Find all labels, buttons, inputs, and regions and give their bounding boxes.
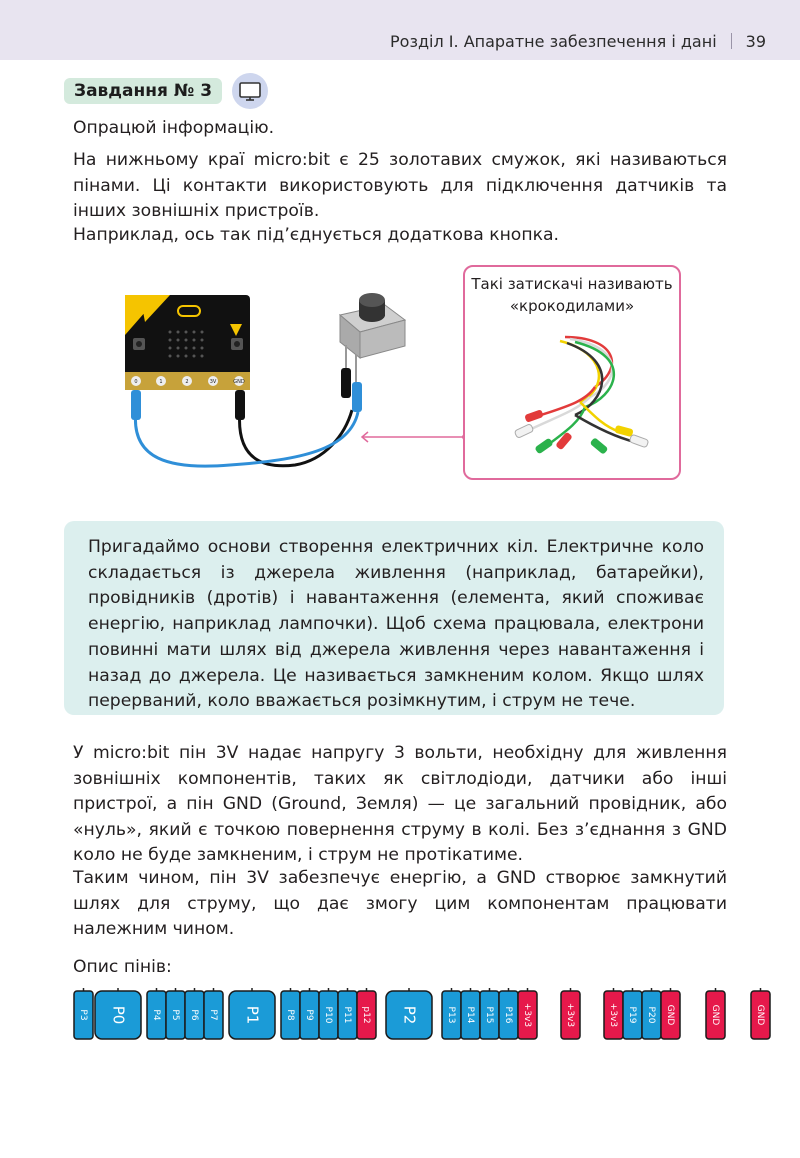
pin-3v3 (604, 988, 623, 1039)
pin-label: P0 (109, 1005, 128, 1025)
header-text (390, 32, 766, 51)
pin-3v3 (561, 988, 580, 1039)
pin-label: P13 (446, 1006, 456, 1024)
board-pin-label: 0 (134, 379, 138, 385)
pin-p9 (300, 988, 319, 1039)
pin-gnd (706, 988, 725, 1039)
pin-p13 (442, 988, 461, 1039)
pins-caption: Опис пінів: (73, 957, 172, 977)
pin-label: P15 (484, 1006, 494, 1024)
pin-p12 (357, 988, 376, 1039)
pin-label: P9 (304, 1009, 314, 1021)
pin-p11 (338, 988, 357, 1039)
computer-monitor-icon (232, 73, 268, 109)
clip-blue-button (352, 382, 362, 412)
pin-gnd (661, 988, 680, 1039)
pin-label: P8 (285, 1009, 295, 1021)
pin-label: P5 (170, 1009, 180, 1021)
blue-wire (135, 410, 358, 466)
task-badge: Завдання № 3 (64, 78, 222, 104)
board-pin-label: 3V (209, 379, 217, 385)
section-title: Розділ І. Апаратне забезпечення і дані (390, 32, 717, 51)
pin-p19 (623, 988, 642, 1039)
info-box-text: Пригадаймо основи створення електричних кіл. Електричне коло складається із джерела живлення (наприклад, батарейки), провідників (дротів) і навантаження (елемента, який споживає енергію, наприклад лампочки). Щоб схема працювала, електрони повинні мати шлях від джерела живлення через навантаження і назад до джерела. Це називається замкненим колом. Якщо шлях перерваний, коло вважається розімкнутим, і струм не тече. (88, 537, 704, 712)
pin-3v3 (518, 988, 537, 1039)
pin-label: p12 (361, 1006, 371, 1024)
pin-p15 (480, 988, 499, 1039)
pin-label: P11 (342, 1006, 352, 1024)
pin-gnd (751, 988, 770, 1039)
pin-p8 (281, 988, 300, 1039)
pin-p2 (386, 988, 432, 1039)
pin-label: P20 (646, 1006, 656, 1024)
clip-black-button (341, 368, 351, 398)
alligator-clips-image (495, 327, 655, 467)
pin-p0 (95, 988, 141, 1039)
pin-p20 (642, 988, 661, 1039)
pin-label: P16 (503, 1006, 513, 1024)
intro-example: Наприклад, ось так під’єднується додаткова кнопка. (73, 225, 559, 245)
clip-blue-left (131, 390, 141, 420)
pin-label: P6 (189, 1009, 199, 1021)
pin-label: +3v3 (565, 1002, 575, 1028)
pin-p6 (185, 988, 204, 1039)
pin-diagram (74, 988, 765, 1042)
pin-p14 (461, 988, 480, 1039)
board-pin-label: 1 (159, 379, 163, 385)
pin-label: P4 (151, 1009, 161, 1021)
pin-label: P14 (465, 1006, 475, 1024)
pin-label: P1 (243, 1005, 262, 1025)
pin-p10 (319, 988, 338, 1039)
board-pin-label: GND (233, 379, 245, 385)
pin-p16 (499, 988, 518, 1039)
pin-label: P10 (323, 1006, 333, 1024)
pin-label: +3v3 (608, 1002, 618, 1028)
pin-label: GND (755, 1004, 765, 1026)
pin-p5 (166, 988, 185, 1039)
pin-p3 (74, 988, 93, 1039)
pin-label: P3 (78, 1009, 88, 1021)
callout-box (463, 265, 681, 480)
intro-paragraph: На нижньому краї micro:bit є 25 золотавих смужок, які називаються пінами. Ці контакти використовують для підключення датчиків та інших зовнішніх пристроїв. (73, 150, 727, 221)
page-number: 39 (745, 32, 766, 51)
body-paragraph-3v-gnd: У micro:bit пін 3V надає напругу 3 вольти, необхідну для живлення зовнішніх компонентів, таких як світлодіоди, датчики або інші пристрої, а пін GND (Ground, Земля) — це загальний провідник, або «нуль», який є точкою повернення струму в колі. Без з’єднання з GND коло не буде замкненим, і струм не протікатиме. (73, 743, 727, 865)
pin-p4 (147, 988, 166, 1039)
pin-label: GND (665, 1004, 675, 1026)
pin-label: GND (710, 1004, 720, 1026)
board-pin-label: 2 (185, 379, 189, 385)
body-paragraph-summary: Таким чином, пін 3V забезпечує енергію, а GND створює замкнутий шлях для струму, що дає змогу цим компонентам працювати належним чином. (73, 868, 727, 939)
clip-black (235, 390, 245, 420)
pin-label: P19 (627, 1006, 637, 1024)
intro-instruction: Опрацюй інформацію. (73, 118, 275, 138)
pin-label: P2 (400, 1005, 419, 1025)
pin-label: P7 (208, 1009, 218, 1021)
pin-p1 (229, 988, 275, 1039)
page-header (0, 0, 800, 60)
header-divider (731, 33, 732, 49)
microbit-board (125, 295, 250, 390)
callout-text: Такі затискачі називають «крокодилами» (471, 275, 673, 315)
pin-label: +3v3 (522, 1002, 532, 1028)
pin-p7 (204, 988, 223, 1039)
info-box (64, 521, 724, 715)
